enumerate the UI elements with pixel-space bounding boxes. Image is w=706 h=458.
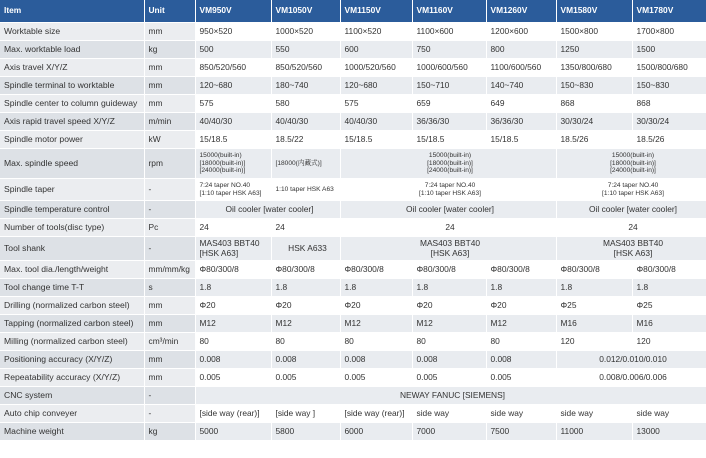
value-cell: Φ80/300/8 [340, 261, 412, 279]
value-cell: 1100/600/560 [486, 59, 556, 77]
value-cell: 1500×800 [556, 23, 632, 41]
value-cell: 659 [412, 95, 486, 113]
value-cell: HSK A633 [271, 237, 340, 261]
value-cell: [side way (rear)] [340, 405, 412, 423]
value-cell: 120 [632, 333, 706, 351]
param-label: Worktable size [0, 23, 144, 41]
param-label: Max. worktable load [0, 41, 144, 59]
table-row [0, 59, 706, 77]
value-cell: 1100×600 [412, 23, 486, 41]
value-cell: 0.005 [271, 369, 340, 387]
table-row [0, 405, 706, 423]
param-label: Axis travel X/Y/Z [0, 59, 144, 77]
value-cell: side way [556, 405, 632, 423]
value-cell: 24 [271, 219, 340, 237]
unit-cell: kW [144, 131, 195, 149]
value-cell: 40/40/30 [195, 113, 271, 131]
value-cell: Φ80/300/8 [632, 261, 706, 279]
table-row [0, 77, 706, 95]
value-cell: 0.012/0.010/0.010 [556, 351, 706, 369]
value-cell: MAS403 BBT40 [HSK A63] [556, 237, 706, 261]
table-row [0, 369, 706, 387]
value-cell: 0.008 [195, 351, 271, 369]
param-label: Spindle taper [0, 179, 144, 201]
table-row [0, 315, 706, 333]
value-cell: 0.008 [412, 351, 486, 369]
header-vm1050v: VM1050V [271, 0, 340, 23]
value-cell: 18.5/26 [632, 131, 706, 149]
value-cell: M12 [486, 315, 556, 333]
value-cell: 850/520/560 [195, 59, 271, 77]
value-cell: Oil cooler [water cooler] [195, 201, 340, 219]
value-cell: 1.8 [340, 279, 412, 297]
table-row [0, 423, 706, 441]
table-row [0, 297, 706, 315]
param-label: Machine weight [0, 423, 144, 441]
value-cell: 6000 [340, 423, 412, 441]
param-label: Tapping (normalized carbon steel) [0, 315, 144, 333]
unit-cell: mm/mm/kg [144, 261, 195, 279]
value-cell: 5000 [195, 423, 271, 441]
value-cell: 36/36/30 [412, 113, 486, 131]
table-row [0, 219, 706, 237]
param-label: Max. tool dia./length/weight [0, 261, 144, 279]
value-cell: 0.008/0.006/0.006 [556, 369, 706, 387]
value-cell: 1000/600/560 [412, 59, 486, 77]
table-row [0, 261, 706, 279]
unit-cell: mm [144, 59, 195, 77]
value-cell: 1700×800 [632, 23, 706, 41]
param-label: Spindle temperature control [0, 201, 144, 219]
value-cell: Φ25 [556, 297, 632, 315]
value-cell: 150~830 [556, 77, 632, 95]
value-cell: 1350/800/680 [556, 59, 632, 77]
value-cell: Φ25 [632, 297, 706, 315]
value-cell: 1:10 taper HSK A63 [271, 179, 340, 201]
unit-cell: mm [144, 23, 195, 41]
value-cell: 120~680 [340, 77, 412, 95]
value-cell: 13000 [632, 423, 706, 441]
value-cell: 150~710 [412, 77, 486, 95]
param-label: Spindle center to column guideway [0, 95, 144, 113]
value-cell: 0.005 [195, 369, 271, 387]
value-cell: Φ80/300/8 [412, 261, 486, 279]
table-row [0, 387, 706, 405]
value-cell: 1250 [556, 41, 632, 59]
unit-cell: s [144, 279, 195, 297]
value-cell: 150~830 [632, 77, 706, 95]
value-cell: Φ80/300/8 [556, 261, 632, 279]
value-cell: Φ20 [412, 297, 486, 315]
header-vm1780v: VM1780V [632, 0, 706, 23]
value-cell: 1500/800/680 [632, 59, 706, 77]
value-cell: 15000(built-in) [18000(built-in)] [24000(built-in)] [556, 149, 706, 179]
table-row [0, 333, 706, 351]
param-label: Milling (normalized carbon steel) [0, 333, 144, 351]
value-cell: 24 [556, 219, 706, 237]
value-cell: 7:24 taper NO.40 [1:10 taper HSK A63] [195, 179, 271, 201]
value-cell: 15/18.5 [412, 131, 486, 149]
header-vm1150v: VM1150V [340, 0, 412, 23]
value-cell: 15000(built-in) [18000(built-in)] [24000(built-in)] [195, 149, 271, 179]
value-cell: 120 [556, 333, 632, 351]
value-cell: 80 [486, 333, 556, 351]
value-cell: 15000(built-in) [18000(built-in)] [24000(built-in)] [340, 149, 556, 179]
param-label: Spindle terminal to worktable [0, 77, 144, 95]
value-cell: 0.008 [271, 351, 340, 369]
value-cell: side way [412, 405, 486, 423]
unit-cell: - [144, 237, 195, 261]
header-vm1160v: VM1160V [412, 0, 486, 23]
value-cell: 18.5/26 [556, 131, 632, 149]
value-cell: 18.5/22 [271, 131, 340, 149]
value-cell: 36/36/30 [486, 113, 556, 131]
value-cell: 1.8 [412, 279, 486, 297]
param-label: Auto chip conveyer [0, 405, 144, 423]
unit-cell: mm [144, 351, 195, 369]
value-cell: 11000 [556, 423, 632, 441]
param-label: Max. spindle speed [0, 149, 144, 179]
value-cell: [side way ] [271, 405, 340, 423]
header-vm950v: VM950V [195, 0, 271, 23]
value-cell: M12 [271, 315, 340, 333]
value-cell: 0.008 [486, 351, 556, 369]
value-cell: 1000/520/560 [340, 59, 412, 77]
value-cell: 7:24 taper NO.40 [1:10 taper HSK A63] [340, 179, 556, 201]
value-cell: 1.8 [271, 279, 340, 297]
table-row [0, 41, 706, 59]
table-row [0, 351, 706, 369]
value-cell: 30/30/24 [632, 113, 706, 131]
unit-cell: Pc [144, 219, 195, 237]
value-cell: side way [632, 405, 706, 423]
value-cell: 1.8 [556, 279, 632, 297]
unit-cell: mm [144, 369, 195, 387]
value-cell: Oil cooler [water cooler] [340, 201, 556, 219]
value-cell: [side way (rear)] [195, 405, 271, 423]
value-cell: 575 [340, 95, 412, 113]
table-row [0, 131, 706, 149]
value-cell: 15/18.5 [486, 131, 556, 149]
value-cell: 0.005 [412, 369, 486, 387]
value-cell: 0.005 [486, 369, 556, 387]
value-cell: Φ20 [195, 297, 271, 315]
value-cell: M12 [340, 315, 412, 333]
unit-cell: m/min [144, 113, 195, 131]
table-row [0, 237, 706, 261]
value-cell: 649 [486, 95, 556, 113]
value-cell: 7000 [412, 423, 486, 441]
value-cell: 40/40/30 [271, 113, 340, 131]
header-item: Item [0, 0, 144, 23]
unit-cell: mm [144, 95, 195, 113]
param-label: Axis rapid travel speed X/Y/Z [0, 113, 144, 131]
value-cell: 1.8 [486, 279, 556, 297]
param-label: CNC system [0, 387, 144, 405]
value-cell: Oil cooler [water cooler] [556, 201, 706, 219]
value-cell: 575 [195, 95, 271, 113]
value-cell: M12 [412, 315, 486, 333]
table-row [0, 179, 706, 201]
value-cell: 1000×520 [271, 23, 340, 41]
value-cell: 0.005 [340, 369, 412, 387]
value-cell: M16 [556, 315, 632, 333]
value-cell: MAS403 BBT40 [HSK A63] [195, 237, 271, 261]
value-cell: 15/18.5 [340, 131, 412, 149]
value-cell: 850/520/560 [271, 59, 340, 77]
value-cell: 24 [195, 219, 271, 237]
value-cell: 550 [271, 41, 340, 59]
value-cell: M16 [632, 315, 706, 333]
value-cell: 40/40/30 [340, 113, 412, 131]
value-cell: 120~680 [195, 77, 271, 95]
value-cell: 600 [340, 41, 412, 59]
value-cell: 24 [340, 219, 556, 237]
value-cell: 7500 [486, 423, 556, 441]
param-label: Tool shank [0, 237, 144, 261]
value-cell: Φ80/300/8 [195, 261, 271, 279]
unit-cell: mm [144, 297, 195, 315]
header-unit: Unit [144, 0, 195, 23]
unit-cell: rpm [144, 149, 195, 179]
table-row [0, 149, 706, 179]
value-cell: 580 [271, 95, 340, 113]
table-row [0, 95, 706, 113]
value-cell: 950×520 [195, 23, 271, 41]
value-cell: Φ80/300/8 [271, 261, 340, 279]
unit-cell: - [144, 405, 195, 423]
value-cell: 500 [195, 41, 271, 59]
value-cell: 1.8 [195, 279, 271, 297]
param-label: Drilling (normalized carbon steel) [0, 297, 144, 315]
value-cell: 1100×520 [340, 23, 412, 41]
value-cell: Φ20 [340, 297, 412, 315]
param-label: Spindle motor power [0, 131, 144, 149]
unit-cell: kg [144, 41, 195, 59]
value-cell: Φ20 [486, 297, 556, 315]
value-cell: 80 [412, 333, 486, 351]
value-cell: 1500 [632, 41, 706, 59]
header-row [0, 0, 706, 23]
value-cell: 750 [412, 41, 486, 59]
unit-cell: - [144, 179, 195, 201]
value-cell: 0.008 [340, 351, 412, 369]
value-cell: 80 [340, 333, 412, 351]
header-vm1260v: VM1260V [486, 0, 556, 23]
unit-cell: - [144, 201, 195, 219]
value-cell: 140~740 [486, 77, 556, 95]
value-cell: 80 [271, 333, 340, 351]
header-vm1580v: VM1580V [556, 0, 632, 23]
value-cell: 5800 [271, 423, 340, 441]
value-cell: Φ20 [271, 297, 340, 315]
value-cell: 15/18.5 [195, 131, 271, 149]
value-cell: M12 [195, 315, 271, 333]
value-cell: [18000(内藏式)] [271, 149, 340, 179]
unit-cell: cm³/min [144, 333, 195, 351]
value-cell: 868 [632, 95, 706, 113]
value-cell: 1200×600 [486, 23, 556, 41]
param-label: Repeatability accuracy (X/Y/Z) [0, 369, 144, 387]
value-cell: 80 [195, 333, 271, 351]
table-row [0, 113, 706, 131]
value-cell: 868 [556, 95, 632, 113]
unit-cell: kg [144, 423, 195, 441]
value-cell: MAS403 BBT40 [HSK A63] [340, 237, 556, 261]
param-label: Number of tools(disc type) [0, 219, 144, 237]
value-cell: 30/30/24 [556, 113, 632, 131]
value-cell: 7:24 taper NO.40 [1:10 taper HSK A63] [556, 179, 706, 201]
value-cell: 180~740 [271, 77, 340, 95]
unit-cell: mm [144, 315, 195, 333]
unit-cell: - [144, 387, 195, 405]
table-row [0, 201, 706, 219]
table-row [0, 279, 706, 297]
table-row [0, 23, 706, 41]
value-cell: Φ80/300/8 [486, 261, 556, 279]
value-cell: 800 [486, 41, 556, 59]
value-cell: 1.8 [632, 279, 706, 297]
value-cell: side way [486, 405, 556, 423]
param-label: Positioning accuracy (X/Y/Z) [0, 351, 144, 369]
value-cell: NEWAY FANUC [SIEMENS] [195, 387, 706, 405]
param-label: Tool change time T-T [0, 279, 144, 297]
unit-cell: mm [144, 77, 195, 95]
